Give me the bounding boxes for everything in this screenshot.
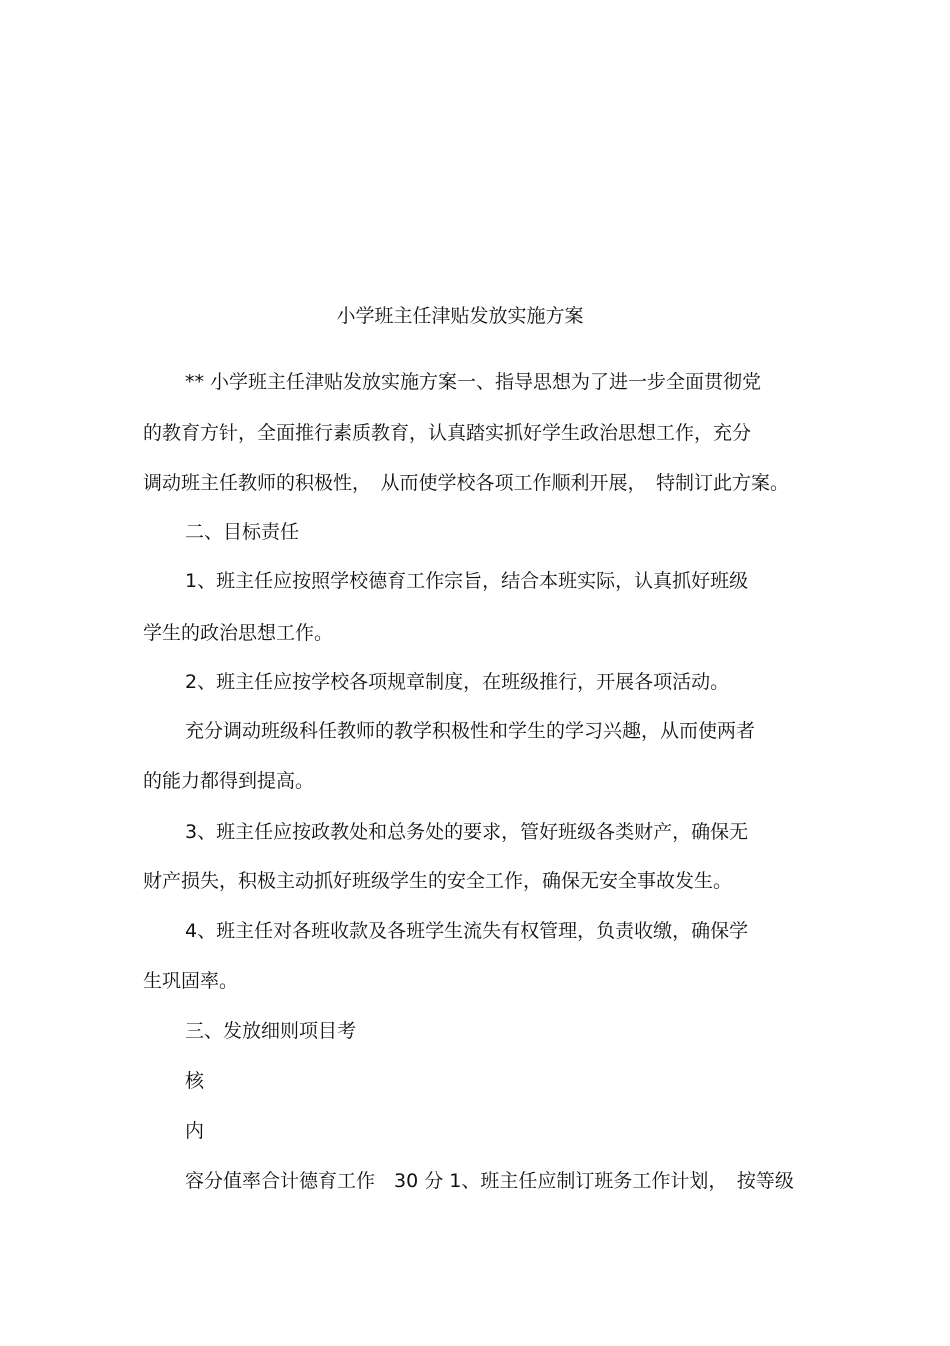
- paragraph-line: 生巩固率。: [143, 970, 239, 992]
- paragraph-line: ** 小学班主任津贴发放实施方案一、指导思想为了进一步全面贯彻党: [185, 371, 762, 393]
- paragraph-line: 财产损失，积极主动抓好班级学生的安全工作，确保无安全事故发生。: [143, 870, 733, 892]
- paragraph-line: 2、班主任应按学校各项规章制度，在班级推行，开展各项活动。: [185, 671, 730, 693]
- paragraph-line: 的能力都得到提高。: [143, 770, 315, 792]
- section-heading: 二、目标责任: [185, 521, 300, 543]
- paragraph-line: 调动班主任教师的积极性， 从而使学校各项工作顺利开展， 特制订此方案。: [143, 472, 790, 494]
- paragraph-line: 4、班主任对各班收款及各班学生流失有权管理，负责收缴，确保学: [185, 920, 749, 942]
- paragraph-line: 1、班主任应按照学校德育工作宗旨，结合本班实际，认真抓好班级: [185, 570, 749, 592]
- document-title: 小学班主任津贴发放实施方案: [336, 305, 584, 327]
- paragraph-line: 内: [185, 1120, 205, 1142]
- paragraph-line: 容分值率合计德育工作 30 分 1、班主任应制订班务工作计划， 按等级: [185, 1170, 794, 1192]
- paragraph-line: 充分调动班级科任教师的教学积极性和学生的学习兴趣，从而使两者: [185, 720, 756, 742]
- section-heading: 三、发放细则项目考: [185, 1020, 357, 1042]
- paragraph-line: 学生的政治思想工作。: [143, 622, 334, 644]
- paragraph-line: 的教育方针，全面推行素质教育，认真踏实抓好学生政治思想工作，充分: [143, 422, 752, 444]
- paragraph-line: 核: [185, 1070, 205, 1092]
- paragraph-line: 3、班主任应按政教处和总务处的要求，管好班级各类财产，确保无: [185, 821, 749, 843]
